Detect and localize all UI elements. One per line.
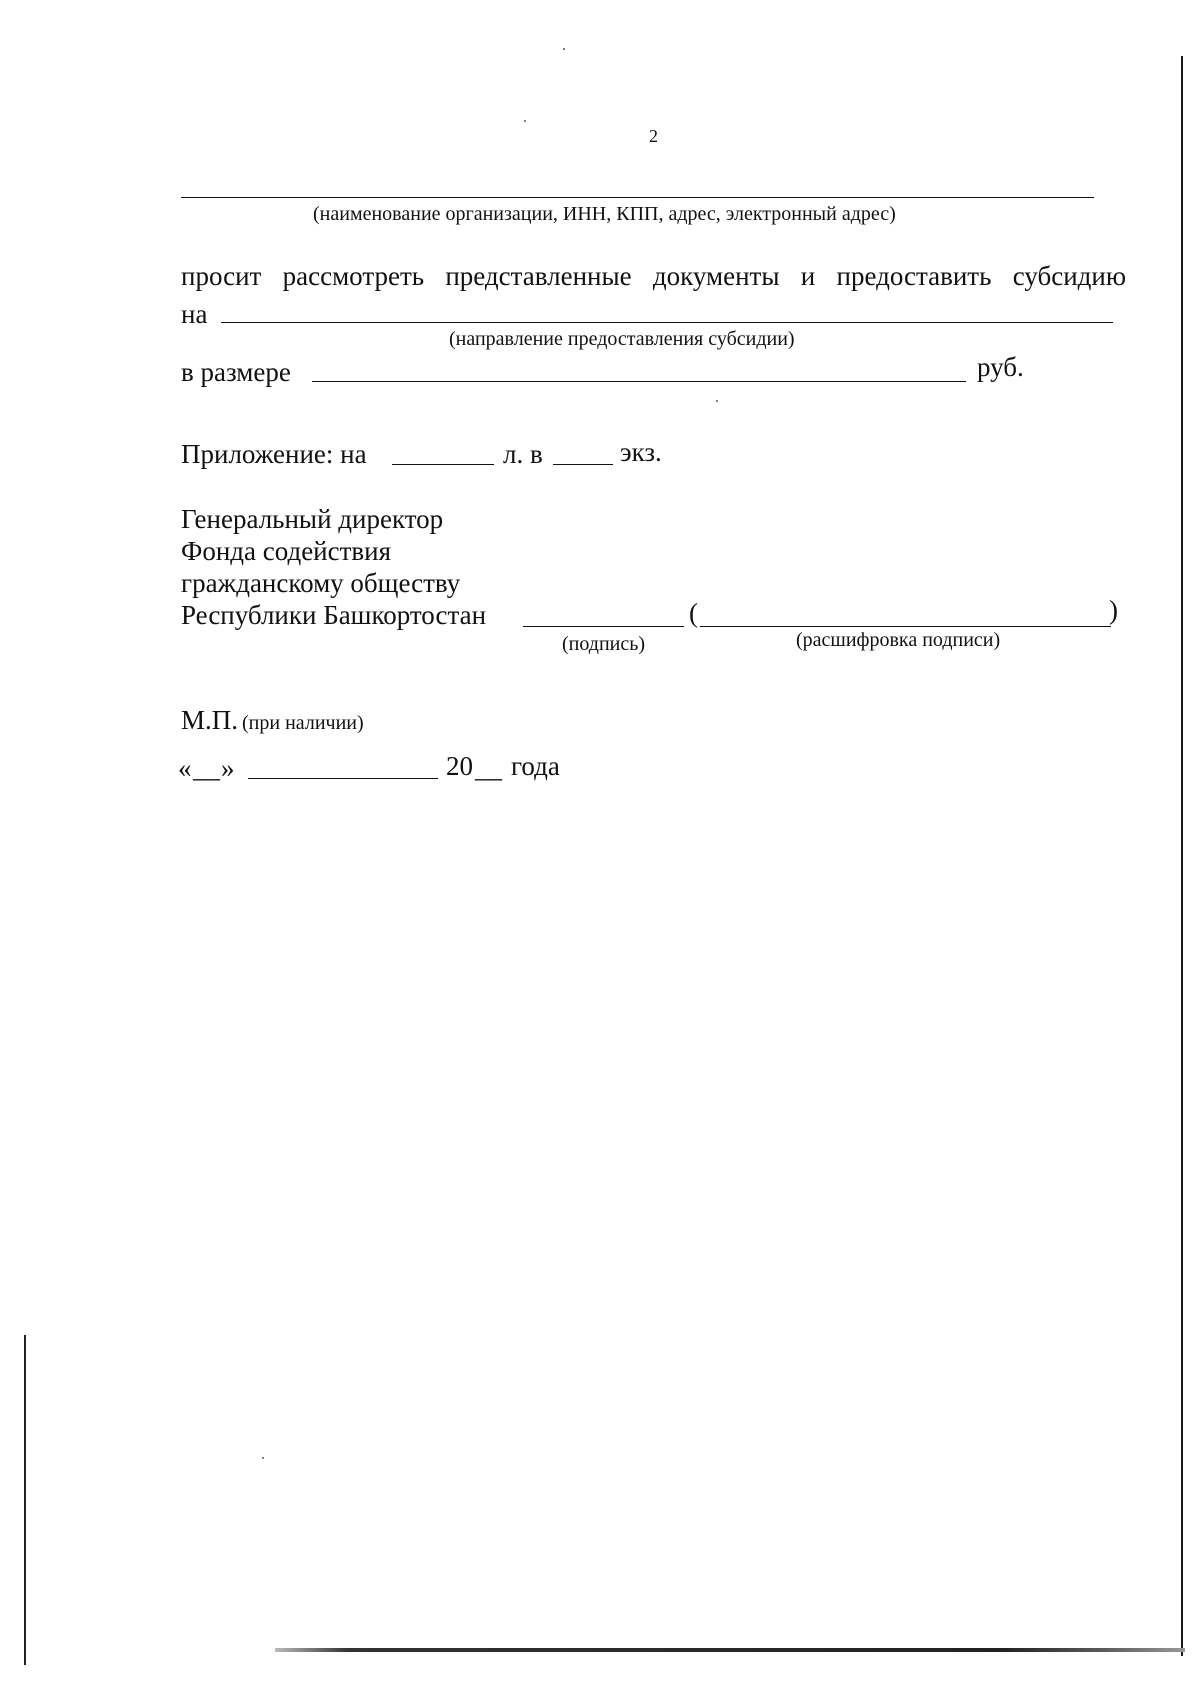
- request-text: просит рассмотреть представленные документы и предоставить субсидию: [181, 261, 1126, 291]
- decoding-open-paren: (: [689, 598, 698, 628]
- attachment-sheets-label: л. в: [503, 439, 543, 469]
- scan-speck: [262, 1457, 264, 1459]
- date-day-blank[interactable]: __: [193, 753, 220, 783]
- signatory-title-line-4: Республики Башкортостан: [181, 600, 487, 630]
- amount-label: в размере: [181, 357, 291, 387]
- date-year-blank[interactable]: __: [475, 753, 502, 783]
- direction-caption: (направление предоставления субсидии): [449, 328, 795, 350]
- signature-field-line[interactable]: [523, 626, 684, 627]
- signatory-title-line-3: гражданскому обществу: [181, 568, 461, 598]
- stamp-line: [181, 704, 364, 736]
- date-open-quote: «: [178, 753, 192, 783]
- amount-field-line[interactable]: [312, 381, 966, 382]
- scan-speck: [524, 120, 526, 122]
- scan-speck: [563, 48, 565, 50]
- signature-decoding-field-line[interactable]: [700, 626, 1111, 627]
- signatory-title-line-2: Фонда содействия: [181, 536, 392, 566]
- signatory-title-line-1: Генеральный директор: [181, 504, 444, 534]
- page-number: 2: [649, 126, 658, 146]
- date-month-field-line[interactable]: [248, 778, 438, 779]
- stamp-label: М.П.: [181, 705, 239, 735]
- date-suffix: года: [511, 751, 560, 781]
- decoding-caption: (расшифровка подписи): [796, 629, 1001, 651]
- scan-edge-bottom: [275, 1648, 1185, 1652]
- direction-field-line[interactable]: [221, 322, 1113, 323]
- on-label: на: [181, 299, 208, 329]
- scan-edge-right: [1181, 56, 1183, 1656]
- organization-caption: (наименование организации, ИНН, КПП, адрес, электронный адрес): [313, 203, 896, 225]
- date-century: 20: [446, 751, 473, 781]
- stamp-note: (при наличии): [242, 712, 364, 734]
- organization-field-line[interactable]: [181, 197, 1094, 198]
- scan-edge-left: [24, 1335, 26, 1665]
- decoding-close-paren: ): [1109, 595, 1118, 625]
- attachment-label: Приложение: на: [181, 439, 367, 469]
- attachment-copies-line[interactable]: [553, 464, 613, 465]
- attachment-copies-label: экз.: [620, 437, 662, 467]
- signature-caption: (подпись): [562, 633, 646, 655]
- attachment-sheets-line[interactable]: [392, 464, 494, 465]
- currency-label: руб.: [977, 352, 1024, 382]
- date-close-quote: »: [221, 753, 235, 783]
- scan-speck: [716, 400, 718, 402]
